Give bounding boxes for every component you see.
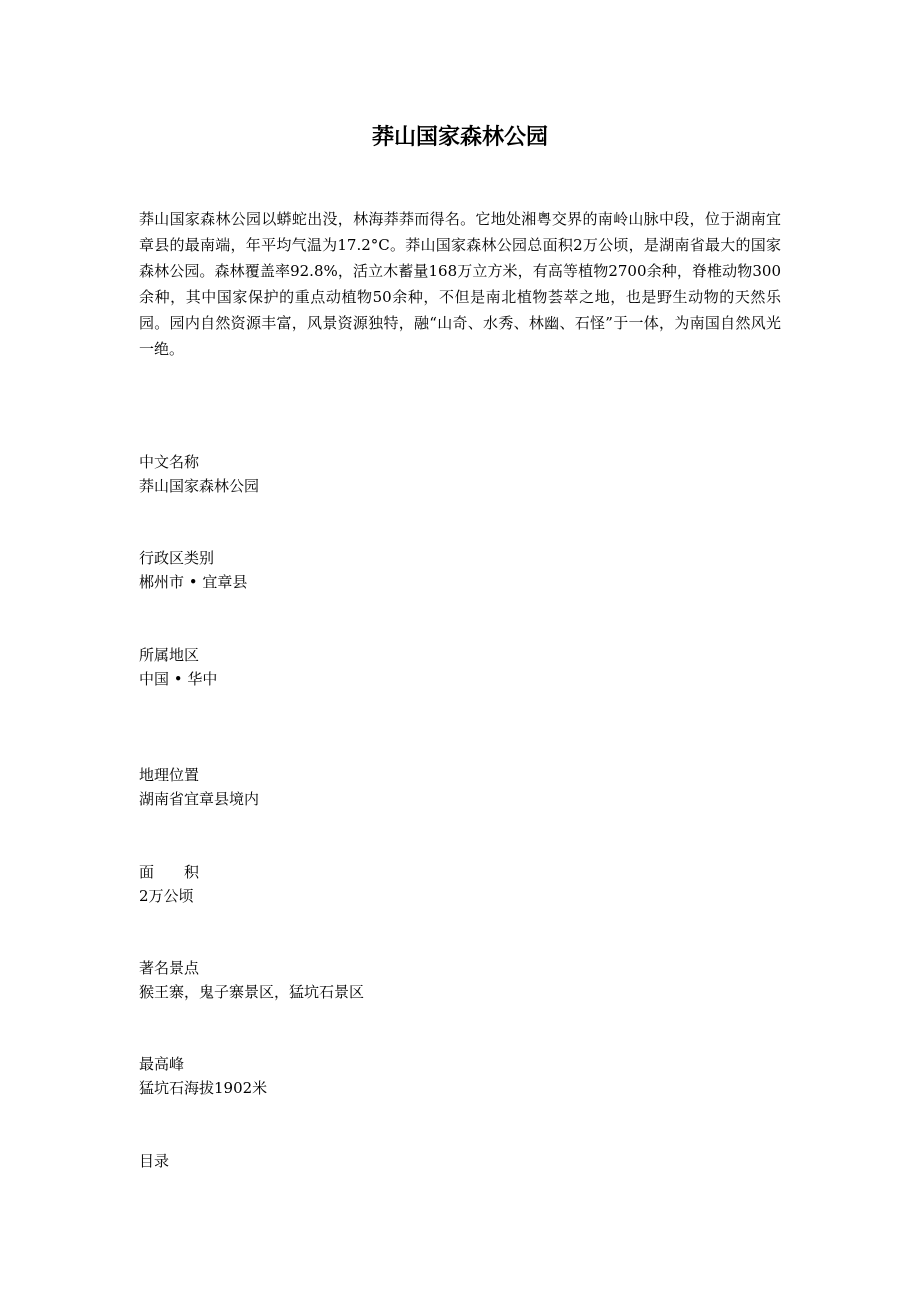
field-value: 2万公顷 <box>139 887 194 905</box>
field-label: 行政区类别 <box>139 549 215 567</box>
field-chinese-name <box>139 450 781 498</box>
field-location <box>139 763 781 811</box>
table-of-contents-heading <box>139 1149 781 1173</box>
field-region <box>139 643 781 691</box>
field-value: 猴王寨，鬼子寨景区，猛坑石景区 <box>139 983 365 1001</box>
field-value: 猛坑石海拔1902米 <box>139 1079 268 1097</box>
intro-paragraph: 莽山国家森林公园以蟒蛇出没，林海莽莽而得名。它地处湘粤交界的南岭山脉中段，位于湖南宜章县的最南端，年平均气温为17.2°C。莽山国家森林公园总面积2万公顷，是湖南省最大的国家森林公园。森林覆盖率92.8%，活立木蓄量168万立方米，有高等植物2700余种，脊椎动物300余种，其中国家保护的重点动植物50余种，不但是南北植物荟萃之地，也是野生动物的天然乐园。园内自然资源丰富，风景资源独特，融“山奇、水秀、林幽、石怪”于一体，为南国自然风光一绝。 <box>139 210 781 358</box>
toc-label: 目录 <box>139 1152 170 1170</box>
field-label: 最高峰 <box>139 1055 185 1073</box>
field-label: 地理位置 <box>139 766 200 784</box>
field-area <box>139 860 781 908</box>
field-label: 所属地区 <box>139 646 200 664</box>
field-label: 著名景点 <box>139 959 200 977</box>
field-label: 中文名称 <box>139 453 200 471</box>
field-value: 莽山国家森林公园 <box>139 477 260 495</box>
field-value: 郴州市 • 宜章县 <box>139 573 248 591</box>
field-administrative-type <box>139 546 781 594</box>
field-label: 面 积 <box>139 863 200 881</box>
document-title: 莽山国家森林公园 <box>371 124 548 150</box>
field-highest-peak <box>139 1052 781 1100</box>
field-value: 中国 • 华中 <box>139 670 218 688</box>
field-attractions <box>139 956 781 1004</box>
field-value: 湖南省宜章县境内 <box>139 790 260 808</box>
